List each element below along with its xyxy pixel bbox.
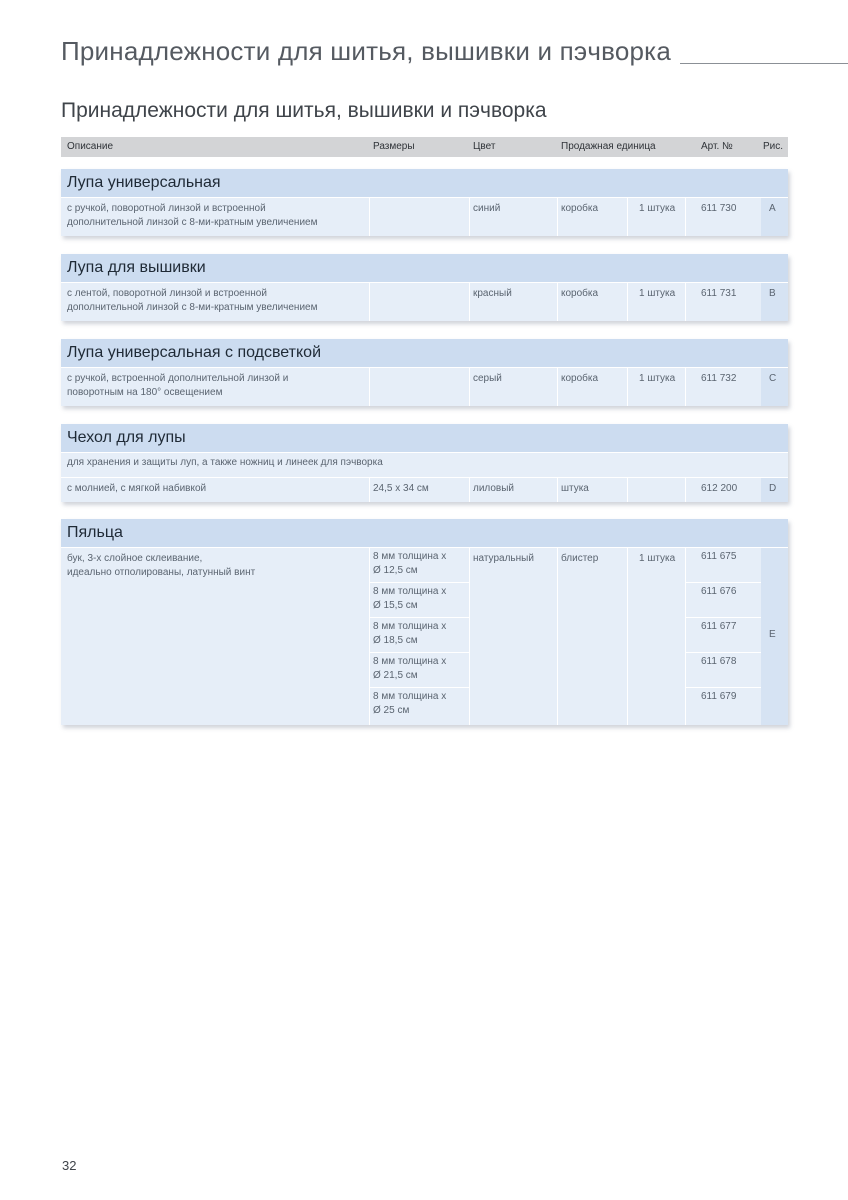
col-sizes: Размеры <box>373 141 415 152</box>
row-description: с лентой, поворотной линзой и встроенной дополнительной линзой с 8-ми-кратным увеличением <box>67 288 318 313</box>
row-unit: блистер <box>561 553 599 564</box>
product-group <box>61 254 788 321</box>
product-group <box>61 169 788 236</box>
size-variant-row: 8 мм толщина x Ø 12,5 см 611 675 <box>373 551 737 576</box>
row-art-no: 612 200 <box>701 483 738 494</box>
size-variant-row: 8 мм толщина x Ø 21,5 см 611 678 <box>369 652 761 687</box>
row-color: синий <box>473 203 501 214</box>
variant-art-no: 611 677 <box>701 621 737 632</box>
row-unit: коробка <box>561 203 599 214</box>
table-row <box>61 367 788 406</box>
section-title: Принадлежности для шитья, вышивки и пэчворка <box>61 99 547 122</box>
table-row <box>61 477 788 502</box>
row-description: бук, 3-х слойное склеивание, идеально отполированы, латунный винт <box>67 553 256 578</box>
group-title: Лупа универсальная с подсветкой <box>61 339 788 367</box>
col-description: Описание <box>67 141 114 152</box>
table-row <box>61 197 788 236</box>
col-fig: Рис. <box>763 141 784 152</box>
row-size: 24,5 x 34 см <box>373 483 429 494</box>
variant-art-no: 611 679 <box>701 691 737 702</box>
row-art-no: 611 730 <box>701 203 737 214</box>
row-color: натуральный <box>473 553 534 564</box>
row-color: лиловый <box>473 483 515 494</box>
page-number: 32 <box>62 1158 77 1173</box>
row-qty: 1 штука <box>639 553 676 564</box>
row-unit: коробка <box>561 288 599 299</box>
row-fig: E <box>769 629 776 640</box>
header-rule <box>680 63 848 64</box>
col-art-no: Арт. № <box>701 141 733 152</box>
row-unit: коробка <box>561 373 599 384</box>
row-qty: 1 штука <box>639 203 676 214</box>
row-description: с молнией, с мягкой набивкой <box>67 483 207 494</box>
page-header: Принадлежности для шитья, вышивки и пэчворка <box>61 36 671 66</box>
row-unit: штука <box>561 483 589 494</box>
row-art-no: 611 731 <box>701 288 737 299</box>
group-title: Пяльца <box>61 519 788 547</box>
size-variant-row: 8 мм толщина x Ø 15,5 см 611 676 <box>369 582 761 617</box>
group-title: Лупа для вышивки <box>61 254 788 282</box>
row-description: с ручкой, встроенной дополнительной линзой и поворотным на 180° освещением <box>67 373 289 398</box>
product-group <box>61 339 788 406</box>
row-color: серый <box>473 373 502 384</box>
group-note: для хранения и защиты луп, а также ножниц и линеек для пэчворка <box>61 452 788 477</box>
table-row <box>61 282 788 321</box>
group-title: Чехол для лупы <box>61 424 788 452</box>
col-color: Цвет <box>473 141 496 152</box>
table-row <box>61 547 788 725</box>
variant-art-no: 611 675 <box>701 551 737 562</box>
row-description: с ручкой, поворотной линзой и встроенной дополнительной линзой с 8-ми-кратным увеличением <box>67 203 318 228</box>
row-color: красный <box>473 288 512 299</box>
size-variant-row: 8 мм толщина x Ø 25 см 611 679 <box>369 687 761 722</box>
product-group <box>61 424 788 502</box>
col-sales-unit: Продажная единица <box>561 141 656 152</box>
column-header-bar <box>61 137 788 157</box>
row-qty: 1 штука <box>639 288 676 299</box>
row-qty: 1 штука <box>639 373 676 384</box>
row-fig: D <box>769 483 777 494</box>
variant-art-no: 611 676 <box>701 586 737 597</box>
row-fig: B <box>769 288 776 299</box>
size-variant-row: 8 мм толщина x Ø 18,5 см 611 677 <box>369 617 761 652</box>
row-fig: C <box>769 373 777 384</box>
group-title: Лупа универсальная <box>61 169 788 197</box>
product-group <box>61 519 788 725</box>
row-art-no: 611 732 <box>701 373 737 384</box>
variant-art-no: 611 678 <box>701 656 737 667</box>
row-fig: A <box>769 203 776 214</box>
